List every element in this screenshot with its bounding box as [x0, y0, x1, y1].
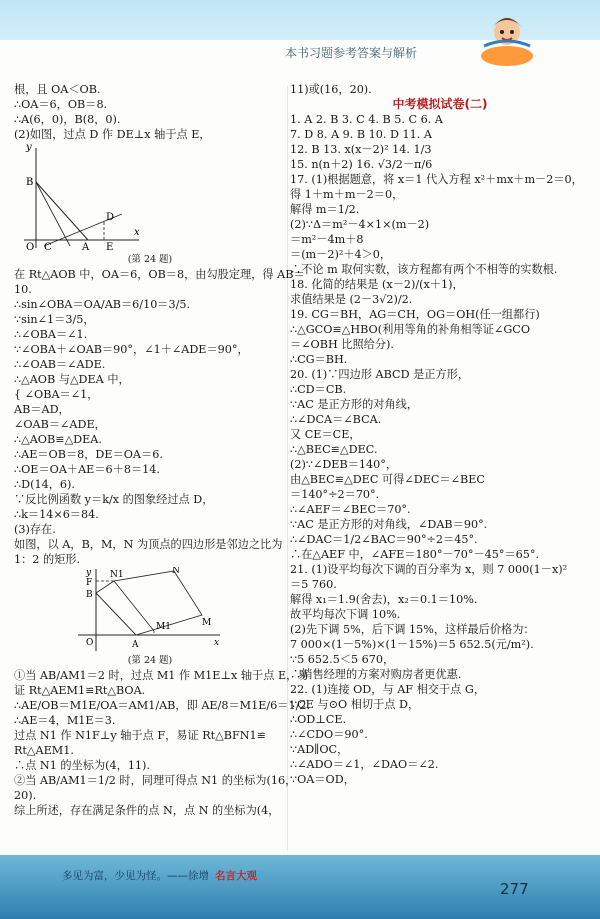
solution-line: Rt△AEM1.: [14, 744, 74, 757]
answer-line: 解得 m＝1/2.: [290, 203, 360, 216]
answer-line: 1. A 2. B 3. C 4. B 5. C 6. A: [290, 113, 443, 126]
solution-line: ∴OE＝OA＋AE＝6＋8＝14.: [14, 463, 160, 476]
fig2-label-f: F: [86, 578, 93, 588]
answer-line: ∵AD∥OC，: [290, 743, 349, 756]
solution-line: (3)存在.: [14, 523, 56, 536]
solution-line: ∴k＝14×6＝84.: [14, 508, 99, 521]
answer-line: 20. (1)∵四边形 ABCD 是正方形，: [290, 368, 470, 381]
solution-line: 根，且 OA＜OB.: [14, 83, 101, 96]
fig2-label-m1: M1: [156, 622, 171, 632]
solution-line: ∴点 N1 的坐标为(4，11).: [14, 759, 150, 772]
answer-line: 解得 x₁＝1.9(舍去)，x₂＝0.1＝10%.: [290, 593, 478, 606]
fig1-label-x: x: [134, 227, 140, 238]
answer-line: ∵OA＝OD，: [290, 773, 355, 786]
answer-line: 7. D 8. A 9. B 10. D 11. A: [290, 128, 432, 141]
page-number: 277: [500, 880, 529, 898]
solution-line: ∴AE＝4，M1E＝3.: [14, 714, 116, 727]
solution-line: 10.: [14, 283, 32, 296]
solution-line: 证 Rt△AEM1≌Rt△BOA.: [14, 684, 146, 697]
answer-line: ＝(m－2)²＋4＞0，: [290, 248, 392, 261]
right-column: [290, 82, 590, 787]
answer-line: 又 CE＝CE，: [290, 428, 361, 441]
answer-line: ∴CD＝CB.: [290, 383, 347, 396]
solution-line: ∴△AOB≌△DEA.: [14, 433, 102, 446]
answer-line: ∵AC 是正方形的对角线，∠DAB＝90°.: [290, 518, 488, 531]
answer-line: ∴CG＝BH.: [290, 353, 348, 366]
figure-24-b: [74, 567, 224, 653]
solution-line: ∴△AOB 与△DEA 中，: [14, 373, 130, 386]
fig1-label-d: D: [106, 212, 115, 223]
solution-line: ∵∠OBA＋∠OAB＝90°，∠1＋∠ADE＝90°，: [14, 343, 249, 356]
solution-line: ∠OAB＝∠ADE，: [14, 418, 106, 431]
solution-line: ∴OA＝6，OB＝8.: [14, 98, 108, 111]
answer-line: ∴在△AEF 中，∠AFE＝180°－70°－45°＝65°.: [290, 548, 540, 561]
solution-line: 20).: [14, 789, 37, 802]
answer-line: ∵CE 与⊙O 相切于点 D，: [290, 698, 420, 711]
solution-line: ①当 AB/AM1＝2 时，过点 M1 作 M1E⊥x 轴于点 E，易: [14, 669, 309, 682]
solution-line: AB＝AD，: [14, 403, 70, 416]
answer-line: 7 000×(1－5%)×(1－15%)＝5 652.5(元/m²).: [290, 638, 534, 651]
answer-line: ＝5 760.: [290, 578, 337, 591]
fig2-label-n: N: [172, 567, 180, 576]
answer-line: 22. (1)连接 OD，与 AF 相交于点 G，: [290, 683, 486, 696]
answer-line: (2)∵Δ＝m²－4×1×(m－2): [290, 218, 430, 231]
answer-line: ∴∠DCA＝∠BCA.: [290, 413, 382, 426]
answer-line: 15. n(n＋2) 16. √3/2－π/6: [290, 158, 433, 171]
fig1-label-b: B: [26, 177, 34, 188]
answer-line: 由△BEC≌△DEC 可得∠DEC＝∠BEC: [290, 473, 485, 486]
fig2-caption: (第 24 题): [127, 655, 173, 666]
answer-line: 求值结果是 (2－3√2)/2.: [290, 293, 413, 306]
fig2-label-x: x: [214, 638, 220, 648]
answer-line: ∵AC 是正方形的对角线，: [290, 398, 419, 411]
answer-line: ∴△BEC≌△DEC.: [290, 443, 378, 456]
answer-line: ＝140°÷2＝70°.: [290, 488, 380, 501]
fig2-label-n1: N1: [110, 570, 124, 580]
fig1-label-c: C: [44, 242, 52, 252]
answer-line: 得 1＋m＋m－2＝0，: [290, 188, 404, 201]
fig2-label-m: M: [202, 618, 212, 628]
fig1-label-e: E: [106, 242, 114, 252]
left-column: [14, 82, 311, 818]
solution-line: ∴A(6，0)，B(8，0).: [14, 113, 121, 126]
answer-line: ＝m²－4m＋8: [290, 233, 364, 246]
fig1-label-y: y: [26, 142, 32, 153]
footer-motto: [62, 868, 257, 883]
column-divider: [287, 86, 288, 851]
answer-line: ∴∠CDO＝90°.: [290, 728, 368, 741]
solution-line: ∴∠OAB＝∠ADE.: [14, 358, 106, 371]
fig1-label-o: O: [26, 242, 35, 252]
solution-line: (2)如图，过点 D 作 DE⊥x 轴于点 E，: [14, 128, 211, 141]
answer-line: ＝∠OBH 比照给分).: [290, 338, 394, 351]
fig2-label-o: O: [86, 638, 94, 648]
answer-line: ∴不论 m 取何实数，该方程都有两个不相等的实数根.: [290, 263, 558, 276]
right-continuation-line: 11)或(16，20).: [290, 83, 372, 96]
solution-line: 在 Rt△AOB 中，OA＝6，OB＝8，由勾股定理，得 AB＝: [14, 268, 305, 281]
fig2-label-b: B: [86, 590, 93, 600]
solution-line: ∵sin∠1＝3/5，: [14, 313, 95, 326]
answer-line: ∴∠DAC＝1/2∠BAC＝90°÷2＝45°.: [290, 533, 478, 546]
solution-line: ②当 AB/AM1＝1/2 时，同理可得点 N1 的坐标为(16，: [14, 774, 297, 787]
fig1-caption: (第 24 题): [127, 254, 173, 265]
answer-line: 19. CG＝BH，AG＝CH，OG＝OH(任一组都行): [290, 308, 540, 321]
fig2-label-y: y: [86, 568, 92, 578]
solution-line: ∴∠OBA＝∠1.: [14, 328, 88, 341]
answer-line: ∴∠ADO＝∠1，∠DAO＝∠2.: [290, 758, 439, 771]
solution-line: 过点 N1 作 N1F⊥y 轴于点 F，易证 Rt△BFN1≌: [14, 729, 266, 742]
fig2-label-a: A: [132, 640, 139, 650]
answer-line: ∵5 652.5＜5 670，: [290, 653, 395, 666]
solution-line: ∴AE＝OB＝8，DE＝OA＝6.: [14, 448, 163, 461]
solution-line: 如图，以 A，B，M，N 为顶点的四边形是邻边之比为: [14, 538, 283, 551]
answer-line: 21. (1)设平均每次下调的百分率为 x，则 7 000(1－x)²: [290, 563, 568, 576]
solution-line: 1：2 的矩形.: [14, 553, 81, 566]
answer-line: ∴△GCO≌△HBO(利用等角的补角相等证∠GCO: [290, 323, 531, 336]
answer-line: ∴∠AEF＝∠BEC＝70°.: [290, 503, 411, 516]
answer-line: (2)∵∠DEB＝140°，: [290, 458, 398, 471]
answer-line: ∴销售经理的方案对购房者更优惠.: [290, 668, 462, 681]
answer-line: 17. (1)根据题意，将 x＝1 代入方程 x²＋mx＋m－2＝0，: [290, 173, 583, 186]
solution-line: { ∠OBA＝∠1，: [14, 388, 99, 401]
solution-line: ∴sin∠OBA＝OA/AB＝6/10＝3/5.: [14, 298, 191, 311]
solution-line: ∴D(14，6).: [14, 478, 75, 491]
answer-line: 12. B 13. x(x－2)² 14. 1/3: [290, 143, 432, 156]
motto-mark: 名言大观: [215, 870, 257, 882]
fig1-label-a: A: [82, 242, 90, 252]
answer-line: 18. 化简的结果是 (x－2)/(x＋1)，: [290, 278, 464, 291]
motto-text: 多见为富，少见为怪。——徐增: [62, 870, 209, 882]
header-title: 本书习题参考答案与解析: [285, 46, 418, 60]
figure-24-a: [14, 142, 144, 252]
solution-line: ∵反比例函数 y＝k/x 的图象经过点 D，: [14, 493, 214, 506]
solution-line: ∴AE/OB＝M1E/OA＝AM1/AB，即 AE/8＝M1E/6＝1/2.: [14, 699, 311, 712]
solution-line: 综上所述，存在满足条件的点 N，点 N 的坐标为(4，: [14, 804, 280, 817]
answer-line: (2)先下调 5%，后下调 15%，这样最后价格为：: [290, 623, 535, 636]
section-title: 中考模拟试卷(二): [392, 97, 488, 111]
answer-line: 故平均每次下调 10%.: [290, 608, 401, 621]
answer-line: ∴OD⊥CE.: [290, 713, 347, 726]
